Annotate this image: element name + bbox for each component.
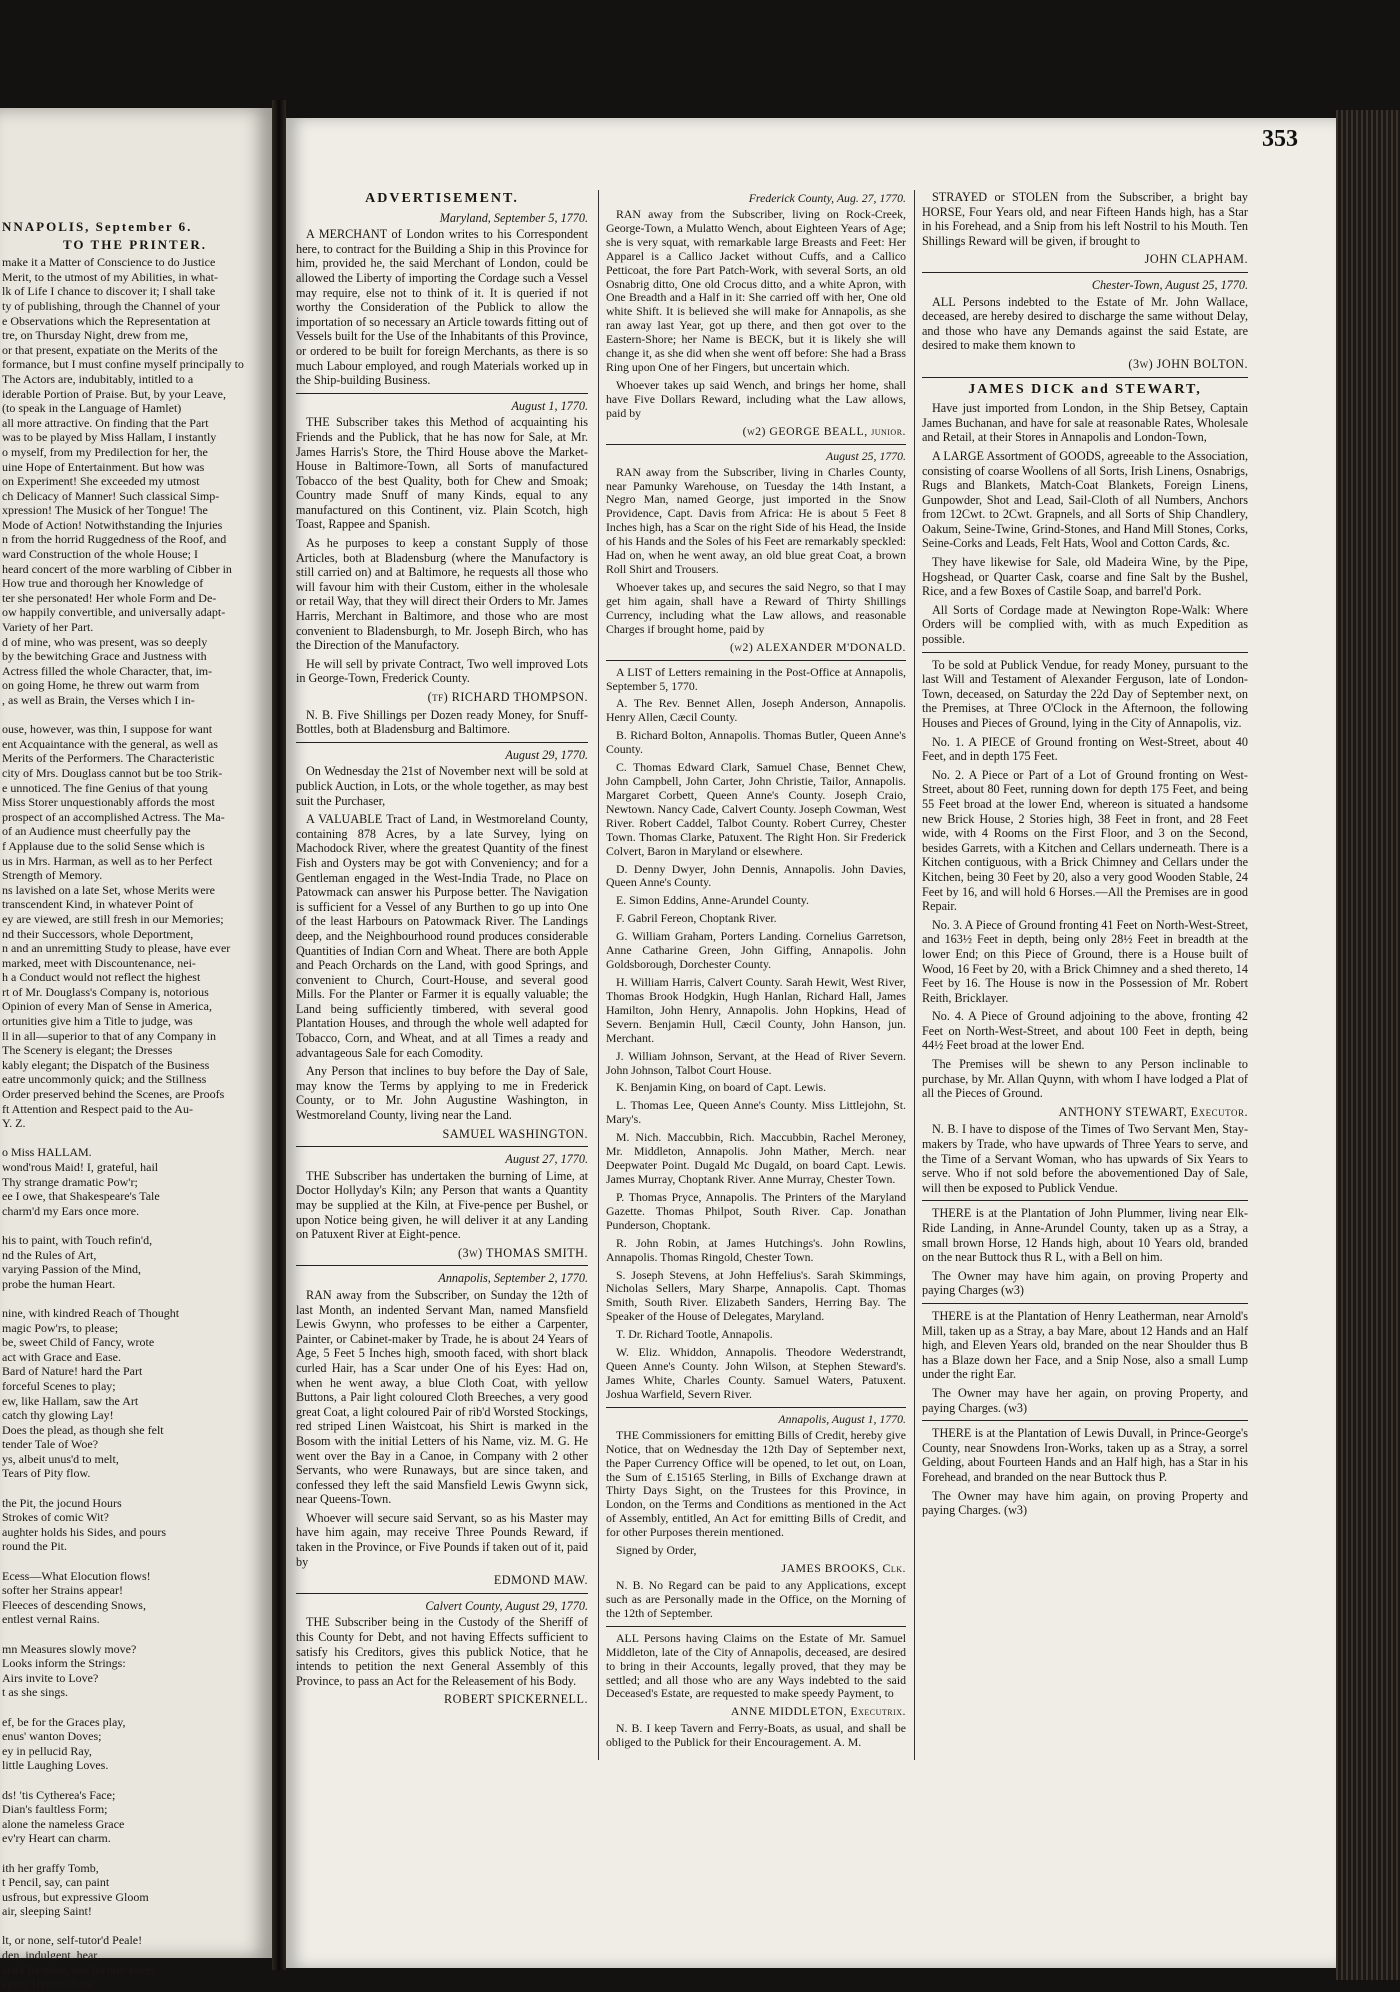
ad-paragraph: Signed by Order, bbox=[616, 1543, 697, 1558]
ad-paragraph: RAN away from the Subscriber, living in Charles County, near Pamunky Warehouse, on Tuesday the 14th Instant, a Negro Man, named George, just imported in the Snow Providence, Capt. Davis from Africa: He is about 5 Feet 8 Inches high, has a Scar on the right Side of his Head, the Inside of his Hands and the Soles of his Feet are remarkably speckled: Had on, when he went away, an old blue great Coat, a brown Roll Shirt and Trousers. bbox=[606, 464, 906, 577]
separator-rule bbox=[296, 1146, 588, 1147]
left-page bbox=[0, 108, 272, 1992]
ad-dateline: August 29, 1770. bbox=[505, 747, 588, 762]
left-page-line: tender Tale of Woe? bbox=[2, 1437, 99, 1452]
ad-dateline: August 25, 1770. bbox=[826, 448, 906, 463]
left-page-line: Ecess—What Elocution flows! bbox=[2, 1568, 151, 1583]
ad-paragraph: D. Denny Dwyer, John Dennis, Annapolis. John Davies, Queen Anne's County. bbox=[606, 861, 906, 890]
book-gutter bbox=[272, 100, 286, 1970]
separator-rule bbox=[296, 1265, 588, 1266]
ad-paragraph: ALL Persons indebted to the Estate of Mr. John Wallace, deceased, are hereby desired to discharge the same without Delay, and those who have any Demands against the said Estate, are desired to make them known to bbox=[922, 294, 1248, 353]
left-page-line: usfrous, but expressive Gloom bbox=[2, 1889, 149, 1904]
ad-paragraph: THE Subscriber has undertaken the burning of Lime, at Doctor Hollyday's Kiln; any Person that wants a Quantity may be supplied at the Kiln, at Five-pence per Bushel, or upon Notice being given, he will deliver it at any Landing on Patuxent River at Eight-pence. bbox=[296, 1168, 588, 1242]
separator-rule bbox=[296, 393, 588, 394]
ad-paragraph: Whoever will secure said Servant, so as his Master may have him again, may receive Three Pounds Reward, if taken in the Province, or Five Pounds if taken out of it, paid by bbox=[296, 1510, 588, 1569]
ad-signature: SAMUEL WASHINGTON. bbox=[442, 1126, 588, 1141]
ad-paragraph: W. Eliz. Whiddon, Annapolis. Theodore Wederstrandt, Queen Anne's County. John Wilson, at Stephen Steward's. James White, Charles County. Samuel Waters, Patuxent. Joshua Warfield, Severn River. bbox=[606, 1345, 906, 1401]
ad-paragraph: STRAYED or STOLEN from the Subscriber, a bright bay HORSE, Four Years old, and near Fifteen Hands high, has a Star in his Forehead, and a Snip from his left Nostril to his Mouth. Ten Shillings Reward will be given, if brought to bbox=[922, 190, 1248, 248]
left-page-line: marked, meet with Discountenance, nei- bbox=[2, 955, 196, 970]
left-page-line: on Experiment! She exceeded my utmost bbox=[2, 474, 200, 489]
left-page-line: h a Conduct would not reflect the highest bbox=[2, 970, 201, 985]
left-page-line: wond'rous Maid! I, grateful, hail bbox=[2, 1160, 159, 1174]
separator-rule bbox=[922, 1200, 1248, 1201]
left-page-line: magic Pow'rs, to please; bbox=[2, 1320, 119, 1335]
ad-paragraph: To be sold at Publick Vendue, for ready Money, pursuant to the last Will and Testament of Alexander Ferguson, late of London-Town, deceased, on Saturday the 22d Day of September next, on the Premises, at Three O'Clock in the Afternoon, the following Houses and Pieces of Ground, lying in the City of Annapolis, viz. bbox=[922, 657, 1248, 730]
ad-paragraph: They have likewise for Sale, old Madeira Wine, by the Pipe, Hogshead, or Quarter Cask, coarse and fine Salt by the Bushel, Rice, and a few Boxes of Castile Soap, and barrel'd Pork. bbox=[922, 555, 1248, 599]
left-page-line: or that present, expatiate on the Merits of the bbox=[2, 342, 218, 357]
left-page-line: f Applause due to the solid Sense which is bbox=[2, 838, 205, 853]
left-page-line bbox=[2, 1773, 268, 1788]
ad-paragraph: L. Thomas Lee, Queen Anne's County. Miss Littlejohn, St. Mary's. bbox=[606, 1098, 906, 1127]
left-page-line: ef, be for the Graces play, bbox=[2, 1714, 126, 1729]
ad-paragraph: F. Gabril Fereon, Choptank River. bbox=[616, 911, 777, 926]
left-page-line: act with Grace and Ease. bbox=[2, 1349, 121, 1364]
left-page-line: iderable Portion of Praise. But, by your Leave, bbox=[2, 386, 226, 401]
ad-paragraph: E. Simon Eddins, Anne-Arundel County. bbox=[616, 893, 809, 908]
left-page-line: ey in pellucid Ray, bbox=[2, 1743, 92, 1758]
separator-rule bbox=[606, 444, 906, 445]
ad-paragraph: S. Joseph Stevens, at John Heffelius's. Sarah Skimmings, Nicholas Sellers, Mary Sharpe, Annapolis. Capt. Thomas Smith, South River. Elizabeth Sanders, Herring Bay. The Speaker of the House of Delegates, Maryland. bbox=[606, 1267, 906, 1324]
left-page-line: air, sleeping Saint! bbox=[2, 1904, 92, 1919]
left-page-line: Miss Storer unquestionably affords the most bbox=[2, 795, 215, 810]
left-page-heading: NNAPOLIS, September 6. bbox=[2, 219, 193, 234]
separator-rule bbox=[922, 1420, 1248, 1421]
left-page-line: nd their Successors, whole Deportment, bbox=[2, 926, 194, 941]
ad-paragraph: Whoever takes up said Wench, and brings her home, shall have Five Dollars Reward, including what the Law allows, paid by bbox=[606, 377, 906, 420]
left-page-line: n and an unremitting Study to please, have ever bbox=[2, 941, 231, 956]
left-page-line: catch thy glowing Lay! bbox=[2, 1408, 114, 1423]
ad-paragraph: The Owner may have her again, on proving Property, and paying Charges. (w3) bbox=[922, 1385, 1248, 1415]
separator-rule bbox=[922, 377, 1248, 378]
ad-paragraph: R. John Robin, at James Hutchings's. John Rowlins, Annapolis. Thomas Ringold, Chester Town. bbox=[606, 1235, 906, 1264]
left-page-line: e Observations which the Representation at bbox=[2, 313, 211, 328]
left-page-line bbox=[2, 1627, 268, 1642]
left-page-line: t as she sings. bbox=[2, 1685, 68, 1700]
left-page-line: nd the Rules of Art, bbox=[2, 1247, 97, 1262]
column-divider bbox=[914, 190, 915, 1760]
left-page-line: Opinion of every Man of Sense in America, bbox=[2, 999, 212, 1014]
ad-signature: ANTHONY STEWART, Executor. bbox=[1058, 1104, 1248, 1119]
ad-paragraph: B. Richard Bolton, Annapolis. Thomas Butler, Queen Anne's County. bbox=[606, 728, 906, 757]
left-page-lines bbox=[2, 255, 268, 1992]
ad-signature: (tf) RICHARD THOMPSON. bbox=[427, 690, 588, 704]
left-page-line: ev'ry Heart can charm. bbox=[2, 1831, 111, 1846]
ad-paragraph: A VALUABLE Tract of Land, in Westmoreland County, containing 878 Acres, by a late Survey, lying on Machodock River, where the greatest Quantity of the finest Fish and Oysters may be got with Conveniency; and for a Gentleman engaged in the West-India Trade, no Place on Patowmack can answer his Purpose better. The Navigation is sufficient for a Vessel of any Burthen to go up into One of the least Harbours on Patowmack River. The Landings deep, and the Neighbourhood round produces considerable Quantities of Indian Corn and Wheat. There are both Apple and Peach Orchards on the Land, with good Springs, and convenient to Church, Court-House, and several good Mills. For the Planter or Farmer it is equally valuable; the Land being sufficiently timbered, with several good Plantation Houses, and through the whole well adapted for Tobacco, Corn, and Wheat, and at all Times a ready and advantageous Sale for each Comodity. bbox=[296, 812, 588, 1060]
ad-dateline: Annapolis, August 1, 1770. bbox=[778, 1411, 906, 1426]
ad-paragraph: A. The Rev. Bennet Allen, Joseph Anderson, Annapolis. Henry Allen, Cæcil County. bbox=[606, 696, 906, 725]
left-page-line: n from the horrid Ruggedness of the Roof, and bbox=[2, 532, 227, 547]
ad-heading: JAMES DICK and STEWART, bbox=[968, 381, 1202, 397]
left-page-line: lk of Life I chance to discover it; I shall take bbox=[2, 284, 216, 299]
left-page-line: ith her graffy Tomb, bbox=[2, 1860, 99, 1875]
ad-paragraph: RAN away from the Subscriber, living on Rock-Creek, George-Town, a Mulatto Wench, about Eighteen Years of Age; she is very squat, with remarkable large Breasts and Feet: Her Apparel is a Callico Jacket without Cuffs, and a Callico Petticoat, the fore Part Patch-Work, with several Sorts, an old Osnabrig ditto, One old Crocus ditto, and a white Apron, with One Breadth and a Half in it: She carried off with her, One old white Shift. It is believed she will make for Annapolis, as she ran away last Year, got up there, and then got over to the Eastern-Shore; her Name is BECK, but it is likely she will change it, as she did when she went off before: She had a Brass Ring upon One of her Fingers, but uncertain which. bbox=[606, 206, 906, 375]
ad-paragraph: THERE is at the Plantation of Henry Leatherman, near Arnold's Mill, taken up as a Stray, a bay Mare, about 12 Hands and an Half high, and Eleven Years old, branded on the near Shoulder thus B has a Blaze down her Face, and a Snip Nose, also a small Lump under the right Ear. bbox=[922, 1308, 1248, 1382]
left-page-line: d of mine, who was present, was so deeply bbox=[2, 634, 208, 649]
ad-paragraph: H. William Harris, Calvert County. Sarah Hewit, West River, Thomas Brook Hodgkin, Hugh Hanlan, Richard Hall, James Hamilton, John Henry, Annapolis. John Hopkins, Head of Severn. Benjamin Hull, Cæcil County, John Hanson, jun. Merchant. bbox=[606, 975, 906, 1045]
left-page-line: Variety of her Part. bbox=[2, 620, 94, 635]
page-edges bbox=[1336, 110, 1400, 1980]
left-page-line: varying Passion of the Mind, bbox=[2, 1262, 141, 1277]
left-page-line: Merit, to the utmost of my Abilities, in what- bbox=[2, 269, 218, 284]
left-page-line: uine Hope of Entertainment. But how was bbox=[2, 459, 205, 474]
ad-paragraph: No. 4. A Piece of Ground adjoining to the above, fronting 42 Feet on North-West-Street, and about 100 Feet in depth, being 44½ Feet broad at the lower End. bbox=[922, 1009, 1248, 1053]
left-page-line: Strength of Memory. bbox=[2, 868, 103, 883]
left-page-line: Strokes of comic Wit? bbox=[2, 1510, 109, 1525]
left-page-line: by the bewitching Grace and Justness with bbox=[2, 649, 207, 664]
ad-dateline: Frederick County, Aug. 27, 1770. bbox=[748, 191, 906, 205]
ad-paragraph: No. 1. A PIECE of Ground fronting on West-Street, about 40 Feet, and in depth 175 Feet. bbox=[922, 734, 1248, 764]
left-page-line: ee I owe, that Shakespeare's Tale bbox=[2, 1189, 160, 1204]
ad-paragraph: A LIST of Letters remaining in the Post-Office at Annapolis, September 5, 1770. bbox=[606, 664, 906, 693]
left-page-line: ft Attention and Respect paid to the Au- bbox=[2, 1101, 193, 1116]
ad-signature: (3w) JOHN BOLTON. bbox=[1128, 356, 1248, 371]
left-page-line: Dian's faultless Form; bbox=[2, 1802, 108, 1817]
column-3 bbox=[922, 190, 1248, 1522]
left-page-line: mn Measures slowly move? bbox=[2, 1641, 137, 1656]
ad-dateline: August 1, 1770. bbox=[511, 398, 588, 413]
left-page-line: o myself, from my Predilection for her, the bbox=[2, 444, 208, 459]
separator-rule bbox=[922, 272, 1248, 273]
left-page-line: ent Acquaintance with the general, as well as bbox=[2, 736, 218, 751]
separator-rule bbox=[606, 1407, 906, 1408]
left-page-line: us in Mrs. Harman, as well as to her Perfect bbox=[2, 853, 213, 868]
left-page-line: eping Hermit there! bbox=[2, 1977, 97, 1992]
left-page-line: ard's Request, and let him kneel bbox=[2, 1962, 155, 1977]
left-page-line: make it a Matter of Conscience to do Justice bbox=[2, 255, 216, 270]
left-page-line: nine, with kindred Reach of Thought bbox=[2, 1305, 180, 1320]
ad-paragraph: A MERCHANT of London writes to his Correspondent here, to contract for the Building a Ship in this Province for him, provided he, the said Merchant of London, could be allowed the Liberty of importing the Cordage such a Vessel may require, else not to think of it. It is queried if not worthy the Consideration of the Publick to allow the importation of so necessary an Article towards fitting out of Vessels built for the Use of the Inhabitants of this Province, or ordered to be built for foreign Merchants, as there is so much Labour employed, and rough Materials worked up in the Ship-building Business. bbox=[296, 227, 588, 388]
ad-paragraph: All Sorts of Cordage made at Newington Rope-Walk: Where Orders will be complied with, with as much Expedition as possible. bbox=[922, 602, 1248, 647]
column-divider bbox=[598, 190, 599, 1760]
left-page-line: lt, or none, self-tutor'd Peale! bbox=[2, 1933, 143, 1948]
ad-paragraph: THERE is at the Plantation of John Plummer, living near Elk-Ride Landing, in Anne-Arundel County, taken up as a Stray, a small brown Horse, 12 Hands high, about 10 Years old, branded on the near Buttock thus R L, with a Bell on him. bbox=[922, 1206, 1248, 1265]
left-page-line: Looks inform the Strings: bbox=[2, 1656, 126, 1671]
left-page-line: alone the nameless Grace bbox=[2, 1816, 125, 1831]
ad-paragraph: Have just imported from London, in the Ship Betsey, Captain James Buchanan, and have for sale at reasonable Rates, Wholesale and Retail, at their Stores in Annapolis and London-Town, bbox=[922, 401, 1248, 445]
column-2 bbox=[606, 190, 906, 1754]
ad-paragraph: On Wednesday the 21st of November next will be sold at publick Auction, in Lots, or the whole together, as may best suit the Purchaser, bbox=[296, 764, 588, 808]
left-page-line: kably elegant; the Dispatch of the Business bbox=[2, 1057, 210, 1072]
left-page-line: aughter holds his Sides, and pours bbox=[2, 1524, 166, 1539]
left-page-line: Tears of Pity flow. bbox=[2, 1466, 91, 1481]
left-page-line: tre, on Thursday Night, drew from me, bbox=[2, 328, 189, 343]
left-page-line: ow happily convertible, and universally adapt- bbox=[2, 605, 226, 620]
ad-signature: ANNE MIDDLETON, Executrix. bbox=[730, 1704, 906, 1719]
ad-signature: JOHN CLAPHAM. bbox=[1144, 252, 1248, 267]
left-page-line: the Pit, the jocund Hours bbox=[2, 1495, 122, 1510]
left-page-line: probe the human Heart. bbox=[2, 1276, 116, 1291]
ad-paragraph: As he purposes to keep a constant Supply of those Articles, both at Bladensburg (where the Manufactory is still carried on) and at Baltimore, he requests all those who will favour him with their Custom, either in the wholesale or retail Way, that they will direct their Orders to Mr. James Harris, Merchant in Baltimore, and those who are most convenient to Bladensburgh, to Mr. Joseph Birch, who has the Direction of the Manufactory. bbox=[296, 536, 588, 653]
separator-rule bbox=[296, 742, 588, 743]
ad-paragraph: Whoever takes up, and secures the said Negro, so that I may get him again, shall have a Reward of Thirty Shillings Currency, including what the Law allows, and reasonable Charges if brought home, paid by bbox=[606, 579, 906, 636]
ad-signature: (w2) ALEXANDER M'DONALD. bbox=[729, 639, 906, 654]
left-page-line: charm'd my Ears once more. bbox=[2, 1203, 140, 1218]
left-page-line bbox=[2, 1700, 268, 1715]
ad-paragraph: The Owner may have him again, on proving Property and paying Charges. (w3) bbox=[922, 1488, 1248, 1518]
left-page-line bbox=[2, 708, 268, 723]
page-number: 353 bbox=[1262, 126, 1298, 152]
left-page-line: entlest vernal Rains. bbox=[2, 1612, 100, 1627]
left-page-line: little Laughing Loves. bbox=[2, 1758, 109, 1773]
left-page-line: enus' wanton Doves; bbox=[2, 1729, 102, 1744]
ad-signature: (3w) THOMAS SMITH. bbox=[457, 1245, 588, 1260]
left-page-line: ys, albeit unus'd to melt, bbox=[2, 1451, 119, 1466]
ad-paragraph: THE Subscriber takes this Method of acquainting his Friends and the Publick, that he has now for Sale, at Mr. James Harris's Store, the Third House above the Market-House in Baltimore-Town, all Sorts of manufactured Tobacco of the best Quality, both for Chew and Smoak; Country made Snuff of many Kinds, equal to any manufactured on this Continent, viz. Plain Scotch, high Toast, Rappee and Spanish. bbox=[296, 415, 588, 532]
ad-paragraph: THE Commissioners for emitting Bills of Credit, hereby give Notice, that on Wednesday the 12th Day of September next, the Paper Currency Office will be opened, to let out, on Loan, the Sum of £.15165 Sterling, in Bills of Exchange drawn at Thirty Days Sight, on the Trustees for this Province, in London, on the Terms and Conditions as mentioned in the Act of Assembly, entitled, An Act for emitting Bills of Credit, and for other Purposes therein mentioned. bbox=[606, 1427, 906, 1540]
left-page-line: t Pencil, say, can paint bbox=[2, 1875, 110, 1890]
left-page-line: prospect of an accomplished Actress. The Ma- bbox=[2, 809, 225, 824]
ad-paragraph: M. Nich. Maccubbin, Rich. Maccubbin, Rachel Meroney, Mr. Middleton, Annapolis. John Mather, Merch. near Deepwater Point. Dugald Mc Dugald, on board Capt. Lewis. James Murray, Choptank River. Anne Murray, Chester Town. bbox=[606, 1130, 906, 1186]
column-1 bbox=[296, 190, 588, 1710]
left-page-line: be, sweet Child of Fancy, wrote bbox=[2, 1335, 155, 1350]
ad-paragraph: T. Dr. Richard Tootle, Annapolis. bbox=[616, 1327, 773, 1342]
left-page-line bbox=[2, 1218, 268, 1233]
left-page-line: formance, but I must confine myself principally to bbox=[2, 357, 244, 372]
left-page-line: Thy strange dramatic Pow'r; bbox=[2, 1174, 138, 1189]
ad-paragraph: The Owner may have him again, on proving Property and paying Charges (w3) bbox=[922, 1268, 1248, 1298]
ad-dateline: Chester-Town, August 25, 1770. bbox=[1091, 277, 1248, 292]
ad-paragraph: ALL Persons having Claims on the Estate of Mr. Samuel Middleton, late of the City of Annapolis, deceased, are desired to bring in their Accounts, legally proved, that they may be settled; and all those who are any Ways indebted to the said Deceased's Estate, are requested to make speedy Payment, to bbox=[606, 1630, 906, 1701]
ad-signature: JAMES BROOKS, Clk. bbox=[781, 1561, 906, 1576]
left-page-line: Y. Z. bbox=[2, 1116, 26, 1131]
left-page-line: The Actors are, indubitably, intitled to a bbox=[2, 371, 194, 386]
left-page-line: softer her Strains appear! bbox=[2, 1583, 123, 1598]
left-page-line: rt of Mr. Douglass's Company is, notorious bbox=[2, 984, 209, 999]
left-page-subheading: TO THE PRINTER. bbox=[62, 236, 208, 252]
left-page-line: xpression! The Musick of her Tongue! The bbox=[2, 503, 208, 518]
ad-paragraph: N. B. I have to dispose of the Times of Two Servant Men, Stay-makers by Trade, who have upwards of Three Years to serve, and the Time of a Servant Woman, who has upwards of Six Years to serve. Who if not sold before the abovementioned Day of Sale, will then be exposed to Publick Vendue. bbox=[922, 1122, 1248, 1195]
ad-paragraph: J. William Johnson, Servant, at the Head of River Severn. John Johnson, Talbot Court House. bbox=[606, 1048, 906, 1077]
ad-paragraph: Any Person that inclines to buy before the Day of Sale, may know the Terms by applying to me in Frederick County, or to Mr. John Augustine Washington, in Westmoreland County, living near the Land. bbox=[296, 1064, 588, 1123]
left-page-line: ns lavished on a late Set, whose Merits were bbox=[2, 882, 215, 897]
ad-paragraph: The Premises will be shewn to any Person inclinable to purchase, by Mr. Allan Quynn, with whom I have lodged a Plat of all the Pieces of Ground. bbox=[922, 1057, 1248, 1101]
ad-signature: ROBERT SPICKERNELL. bbox=[444, 1692, 588, 1707]
ad-paragraph: A LARGE Assortment of GOODS, agreeable to the Association, consisting of coarse Woollens of all Sorts, Irish Linens, Osnabrigs, Rugs and Blankets, Match-Coat Blankets, Foreign Linens, Gunpowder, Shot and Lead, Sail-Cloth of all Numbers, Anchors from 12Cwt. to 2Cwt. Grapnels, and all Sorts of Ship Chandlery, Oakum, Seine-Twine, Grind-Stones, and Hand Mill Stones, Corks, Seine-Corks and Leads, Felt Hats, Wool and Cotton Cards, &c. bbox=[922, 448, 1248, 551]
left-page-text bbox=[2, 220, 268, 1992]
left-page-line: Fleeces of descending Snows, bbox=[2, 1597, 146, 1612]
left-page-line bbox=[2, 1131, 268, 1146]
left-page-line: city of Mrs. Douglass cannot but be too Strik- bbox=[2, 765, 223, 780]
left-page-line: was to be played by Miss Hallam, I instantly bbox=[2, 430, 217, 445]
left-page-line: o Miss HALLAM. bbox=[2, 1145, 92, 1160]
left-page-line: eatre uncommonly quick; and the Stillness bbox=[2, 1072, 207, 1087]
ad-dateline: Maryland, September 5, 1770. bbox=[439, 210, 588, 225]
ad-paragraph: He will sell by private Contract, Two well improved Lots in George-Town, Frederick County. bbox=[296, 656, 588, 686]
left-page-line bbox=[2, 1846, 268, 1861]
ad-dateline: Calvert County, August 29, 1770. bbox=[425, 1598, 588, 1613]
ad-signature: EDMOND MAW. bbox=[493, 1573, 588, 1588]
ad-paragraph: No. 3. A Piece of Ground fronting 41 Feet on North-West-Street, and 163½ Feet in depth, being only 28½ Feet in breadth at the lower End; on this Piece of Ground, there is a House built of Wood, 16 Feet by 20, with a Brick Chimney and a shed thereto, 14 Feet by 16. The House is now in the Possession of Mr. Robert Reith, Bricklayer. bbox=[922, 917, 1248, 1005]
left-page-line: ch Delicacy of Manner! Such classical Simp- bbox=[2, 488, 220, 503]
separator-rule bbox=[606, 1626, 906, 1627]
separator-rule bbox=[922, 1303, 1248, 1304]
left-page-line: ey are viewed, are still fresh in our Memories; bbox=[2, 911, 224, 926]
left-page-line: , as well as Brain, the Verses which I in- bbox=[2, 693, 195, 707]
left-page-line: Mode of Action! Notwithstanding the Injuries bbox=[2, 517, 223, 532]
separator-rule bbox=[296, 1593, 588, 1594]
left-page-line: ter she personated! Her whole Form and De- bbox=[2, 590, 217, 605]
left-page-line: Order preserved behind the Scenes, are Proofs bbox=[2, 1087, 225, 1102]
left-page-line: Merits of the Performers. The Characteristic bbox=[2, 751, 215, 766]
ad-paragraph: N. B. I keep Tavern and Ferry-Boats, as usual, and shall be obliged to the Publick for their Encouragement. A. M. bbox=[606, 1721, 906, 1750]
left-page-line: ds! 'tis Cytherea's Face; bbox=[2, 1787, 116, 1802]
left-page-line: ouse, however, was thin, I suppose for want bbox=[2, 722, 213, 737]
left-page-line: of an Audience must cheerfully pay the bbox=[2, 824, 191, 839]
left-page-line: How true and thorough her Knowledge of bbox=[2, 576, 204, 591]
ad-heading: ADVERTISEMENT. bbox=[365, 191, 519, 206]
left-page-line: all more attractive. On finding that the Part bbox=[2, 415, 209, 430]
separator-rule bbox=[606, 660, 906, 661]
left-page-line bbox=[2, 1554, 268, 1569]
left-page-line: Does the plead, as though she felt bbox=[2, 1422, 164, 1437]
left-page-line bbox=[2, 1919, 268, 1934]
ad-paragraph: RAN away from the Subscriber, on Sunday the 12th of last Month, an indented Servant Man, named Mansfield Lewis Gwynn, who professes to be either a Carpenter, Painter, or Cabinet-maker by Trade, he is about 24 Years of Age, 5 Feet 5 Inches high, smooth faced, with short black curled Hair, has a Scar under One of his Eyes: Had on, when he went away, a blue Cloth Coat, with yellow Buttons, a Pair light coloured Cloth Breeches, a very good great Coat, a light coloured Pair of rib'd Worsted Stockings, red striped Linen Waistcoat, his Shirt is marked in the Bosom with the initial Letters of his Name, viz. M. G. He went over the Bay in a Canoe, in Company with 2 other Servants, who were Runaways, but are since taken, and confessed they left the said Mansfield Lewis Gwynn sick, near Queens-Town. bbox=[296, 1287, 588, 1507]
left-page-line: forceful Scenes to play; bbox=[2, 1378, 116, 1393]
left-page-line bbox=[2, 1481, 268, 1496]
left-page-line: Airs invite to Love? bbox=[2, 1670, 99, 1685]
left-page-line: transcendent Kind, in whatever Point of bbox=[2, 897, 194, 912]
ad-paragraph: K. Benjamin King, on board of Capt. Lewis. bbox=[616, 1080, 827, 1095]
ad-dateline: August 27, 1770. bbox=[505, 1152, 588, 1167]
left-page-line: heard concert of the more warbling of Cibber in bbox=[2, 561, 232, 576]
ad-paragraph: No. 2. A Piece or Part of a Lot of Ground fronting on West-Street, about 80 Feet, running down for depth 175 Feet, and being 55 Feet broad at the lower End, whereon is situated a handsome new Brick House, 2 Stories high, 38 Feet in front, and 28 Feet wide, with 4 Rooms on the First Floor, and 3 on the Second, besides Garrets, with a Kitchen and Cellars underneath. There is a Kitchen contiguous, with a Brick Chimney and Cellars under the Kitchen, being 30 Feet by 20, also a very good Wooden Stable, 24 Feet by 16, and will hold 6 Horses.—All the Premises are in good Repair. bbox=[922, 767, 1248, 914]
ad-paragraph: G. William Graham, Porters Landing. Cornelius Garretson, Anne Catharine Green, John Giffing, Annapolis. John Goldsborough, Dorchester County. bbox=[606, 929, 906, 972]
left-page-line: round the Pit. bbox=[2, 1539, 67, 1554]
left-page-line: ew, like Hallam, saw the Art bbox=[2, 1393, 139, 1408]
left-page-line: den, indulgent, hear bbox=[2, 1948, 98, 1963]
left-page-line: ty of publishing, through the Channel of your bbox=[2, 298, 220, 313]
left-page-line: ll in all—superior to that of any Company in bbox=[2, 1028, 216, 1043]
left-page-line: e unnoticed. The fine Genius of that young bbox=[2, 780, 208, 795]
left-page-line: his to paint, with Touch refin'd, bbox=[2, 1232, 153, 1247]
ad-dateline: Annapolis, September 2, 1770. bbox=[438, 1271, 588, 1286]
separator-rule bbox=[922, 652, 1248, 653]
left-page-line: (to speak in the Language of Hamlet) bbox=[2, 401, 182, 416]
ad-signature: (w2) GEORGE BEALL, junior. bbox=[742, 423, 906, 438]
ad-paragraph: THE Subscriber being in the Custody of the Sheriff of this County for Debt, and not having Effects sufficient to satisfy his Creditors, gives this publick Notice, that he intends to petition the next General Assembly of this Province, to pass an Act for the Releasement of his Body. bbox=[296, 1615, 588, 1688]
ad-paragraph: THERE is at the Plantation of Lewis Duvall, in Prince-George's County, near Snowdens Iron-Works, taken up as a Stray, a sorrel Gelding, about Fourteen Hands and an Half high, has a Star in his Forehead, and branded on the near Buttock thus P. bbox=[922, 1426, 1248, 1484]
left-page-line: ward Construction of the whole House; I bbox=[2, 547, 198, 562]
left-page-line: on going Home, he threw out warm from bbox=[2, 678, 200, 693]
ad-paragraph: N. B. No Regard can be paid to any Applications, except such as are Personally made in the Office, on the Morning of the 12th of September. bbox=[606, 1577, 906, 1620]
ad-paragraph: N. B. Five Shillings per Dozen ready Money, for Snuff-Bottles, both at Bladensburg and Baltimore. bbox=[296, 707, 588, 737]
left-page-line: Actress filled the whole Character, that, im- bbox=[2, 663, 213, 678]
ad-paragraph: C. Thomas Edward Clark, Samuel Chase, Bennet Chew, John Campbell, John Carter, John Christie, Tailor, Annapolis. Margaret Corbett, Queen Anne's County. Joseph Craio, Newtown. Nancy Cade, Calvert County. Joseph Cowman, West River. Robert Caddel, Talbot County. Robert Currey, Chester Town. Thomas Clarke, Patuxent. The Right Hon. Sir Frederick Colvert, Baron in Maryland or elsewhere. bbox=[606, 760, 906, 858]
left-page-line: The Scenery is elegant; the Dresses bbox=[2, 1043, 173, 1058]
ad-paragraph: P. Thomas Pryce, Annapolis. The Printers of the Maryland Gazette. Thomas Philpot, South River. Cap. Jonathan Punderson, Choptank. bbox=[606, 1189, 906, 1232]
left-page-line: Bard of Nature! hard the Part bbox=[2, 1364, 143, 1379]
left-page-line bbox=[2, 1291, 268, 1306]
left-page-line: ortunities give him a Title to judge, was bbox=[2, 1014, 193, 1029]
